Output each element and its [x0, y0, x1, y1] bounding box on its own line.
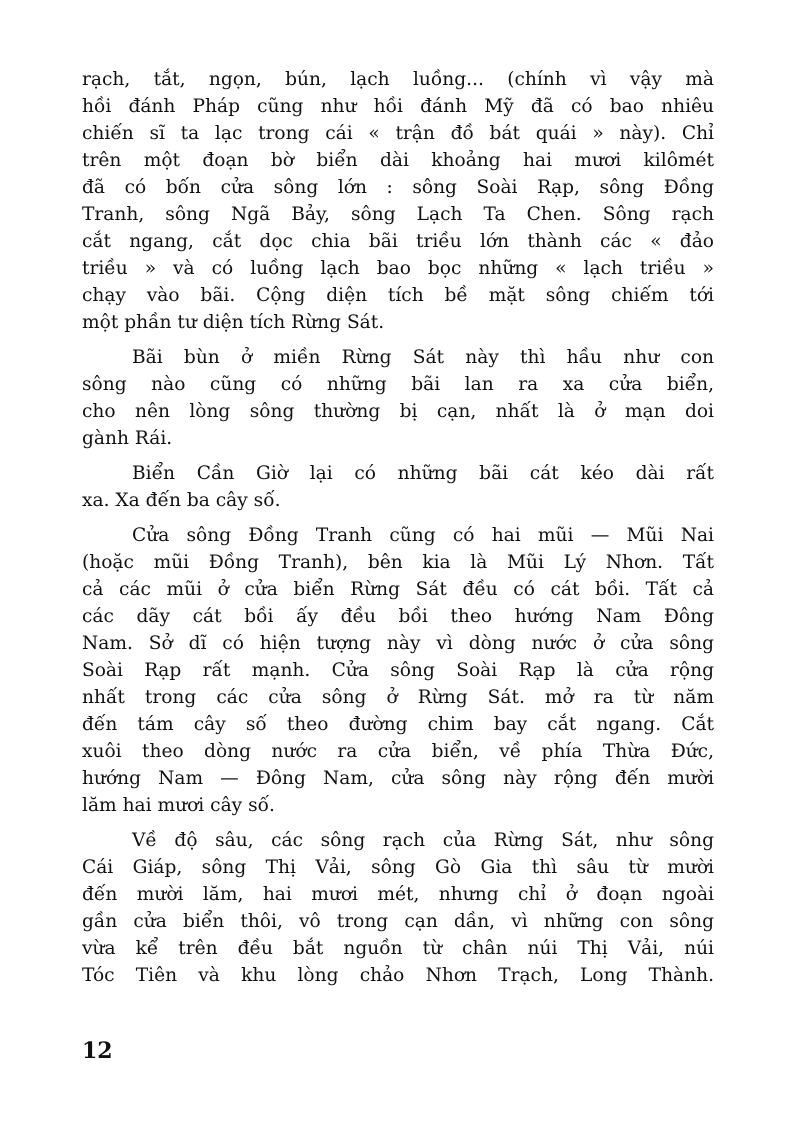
- paragraph-5: [82, 827, 714, 989]
- text-line: cả các mũi ở cửa biển Rừng Sát đều có cát bồi. Tất cả: [82, 579, 714, 600]
- paragraph-2: [82, 344, 714, 452]
- text-line: trên một đoạn bờ biển dài khoảng hai mươi kilômét: [82, 150, 714, 171]
- text-line: đã có bốn cửa sông lớn : sông Soài Rạp, sông Đồng: [82, 177, 714, 198]
- text-line: các dãy cát bồi ấy đều bồi theo hướng Nam Đông: [82, 606, 714, 627]
- text-line: xuôi theo dòng nước ra cửa biển, về phía Thừa Đức,: [82, 741, 714, 762]
- text-line: chạy vào bãi. Cộng diện tích bề mặt sông chiếm tới: [82, 285, 714, 306]
- text-line: một phần tư diện tích Rừng Sát.: [82, 312, 385, 333]
- text-line: triều » và có luồng lạch bao bọc những « lạch triều »: [82, 258, 714, 279]
- text-line: lăm hai mươi cây số.: [82, 795, 275, 816]
- text-line: nhất trong các cửa sông ở Rừng Sát. mở ra từ năm: [82, 687, 714, 708]
- text-line: hồi đánh Pháp cũng như hồi đánh Mỹ đã có bao nhiêu: [82, 96, 714, 117]
- text-line: đến mười lăm, hai mươi mét, nhưng chỉ ở đoạn ngoài: [82, 884, 714, 905]
- text-line: xa. Xa đến ba cây số.: [82, 490, 281, 511]
- text-line: Cửa sông Đồng Tranh cũng có hai mũi — Mũi Nai: [132, 525, 714, 546]
- paragraph-3: [82, 460, 714, 514]
- text-line: cho nên lòng sông thường bị cạn, nhất là ở mạn doi: [82, 401, 714, 422]
- text-line: Biển Cần Giờ lại có những bãi cát kéo dài rất: [132, 463, 714, 484]
- text-line: vừa kể trên đều bắt nguồn từ chân núi Thị Vải, núi: [82, 938, 714, 959]
- text-line: Tóc Tiên và khu lòng chảo Nhơn Trạch, Long Thành.: [82, 965, 714, 986]
- text-line: cắt ngang, cắt dọc chia bãi triều lớn thành các « đảo: [82, 231, 714, 252]
- body-text: [82, 66, 714, 997]
- text-line: Soài Rạp rất mạnh. Cửa sông Soài Rạp là cửa rộng: [82, 660, 714, 681]
- page-number: 12: [82, 1038, 113, 1064]
- text-line: gần cửa biển thôi, vô trong cạn dần, vì những con sông: [82, 911, 714, 932]
- text-line: Bãi bùn ở miền Rừng Sát này thì hầu như con: [132, 347, 714, 368]
- text-line: Cái Giáp, sông Thị Vải, sông Gò Gia thì sâu từ mười: [82, 857, 714, 878]
- paragraph-4: [82, 522, 714, 819]
- text-line: Về độ sâu, các sông rạch của Rừng Sát, như sông: [132, 830, 714, 851]
- text-line: Tranh, sông Ngã Bảy, sông Lạch Ta Chen. Sông rạch: [82, 204, 714, 225]
- text-line: sông nào cũng có những bãi lan ra xa cửa biển,: [82, 374, 714, 395]
- text-line: gành Rái.: [82, 428, 173, 449]
- text-line: đến tám cây số theo đường chim bay cắt ngang. Cắt: [82, 714, 714, 735]
- paragraph-1: [82, 66, 714, 336]
- text-line: chiến sĩ ta lạc trong cái « trận đồ bát quái » này). Chỉ: [82, 123, 714, 144]
- text-line: rạch, tắt, ngọn, bún, lạch luồng... (chính vì vậy mà: [82, 69, 714, 90]
- text-line: Nam. Sở dĩ có hiện tượng này vì dòng nước ở cửa sông: [82, 633, 714, 654]
- text-line: hướng Nam — Đông Nam, cửa sông này rộng đến mười: [82, 768, 714, 789]
- text-line: (hoặc mũi Đồng Tranh), bên kia là Mũi Lý Nhơn. Tất: [82, 552, 714, 573]
